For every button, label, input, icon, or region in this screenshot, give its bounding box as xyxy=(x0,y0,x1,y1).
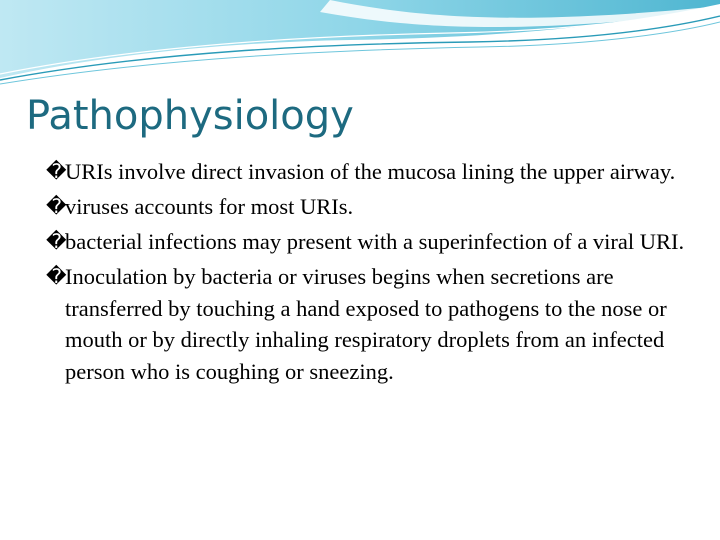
bullet-item xyxy=(46,261,706,387)
bullet-item xyxy=(46,191,706,223)
bullet-text: viruses accounts for most URIs. xyxy=(65,194,354,219)
bullet-list xyxy=(46,156,706,391)
bullet-text: URIs involve direct invasion of the mucosa lining the upper airway. xyxy=(65,159,676,184)
replacement-char-bullet-icon: � xyxy=(46,264,67,288)
replacement-char-bullet-icon: � xyxy=(46,229,67,253)
bullet-text: bacterial infections may present with a superinfection of a viral URI. xyxy=(65,229,685,254)
bullet-text: Inoculation by bacteria or viruses begins when secretions are transferred by touching a hand exposed to pathogens to the nose or mouth or by directly inhaling respiratory droplets from an infected person who is coughing or sneezing. xyxy=(65,264,667,384)
slide-title: Pathophysiology xyxy=(26,93,354,139)
header-wave-decoration xyxy=(0,0,720,90)
replacement-char-bullet-icon: � xyxy=(46,159,67,183)
bullet-item xyxy=(46,226,706,258)
replacement-char-bullet-icon: � xyxy=(46,194,67,218)
bullet-item xyxy=(46,156,706,188)
